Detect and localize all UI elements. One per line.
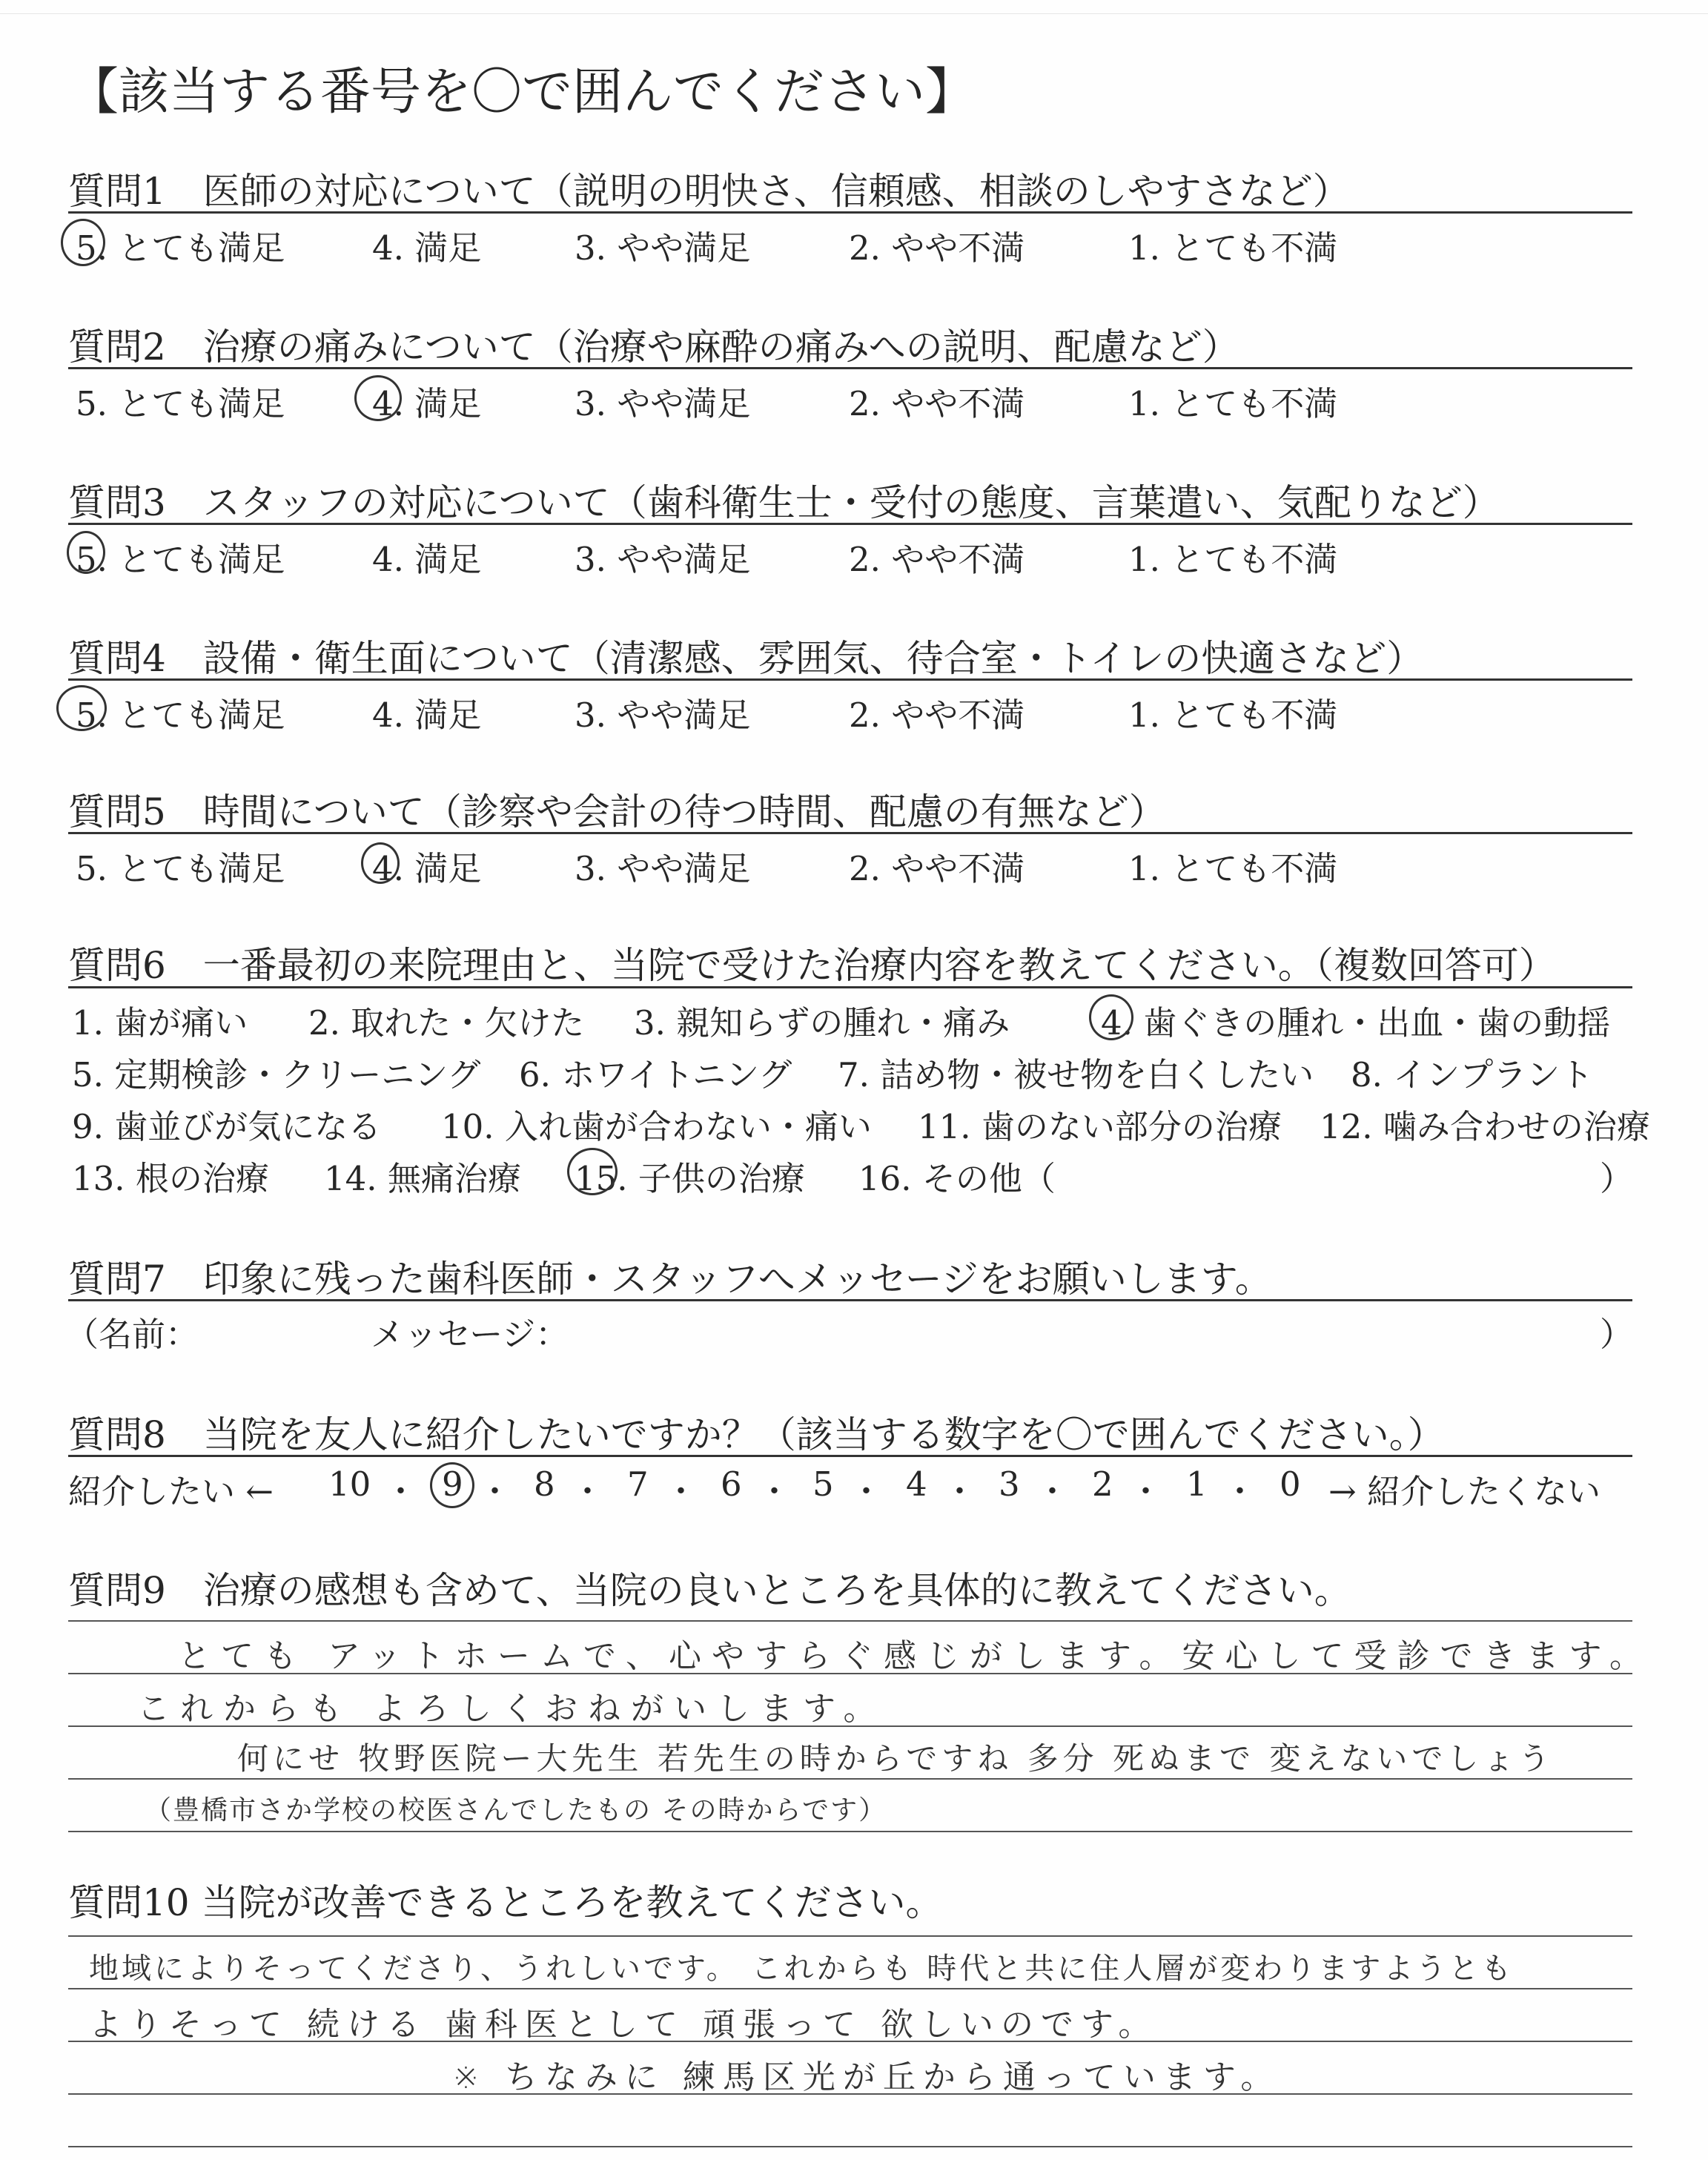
divider	[68, 211, 1632, 214]
selection-circle	[361, 842, 400, 884]
selection-circle	[354, 375, 402, 421]
answer-line	[68, 1620, 1632, 1622]
selection-circle	[56, 685, 107, 731]
question-1-label: 質問1 医師の対応について（説明の明快さ、信頼感、相談のしやすさなど）	[68, 170, 1350, 213]
q6-option-1[interactable]: 1. 歯が痛い	[72, 1003, 248, 1043]
page-edge	[0, 13, 1708, 14]
q6-option-13[interactable]: 13. 根の治療	[72, 1159, 269, 1198]
q2-option-2[interactable]: 2. やや不満	[849, 384, 1025, 423]
q1-option-1[interactable]: 1. とても不満	[1128, 228, 1338, 268]
q8-scale-9[interactable]: 9	[442, 1464, 463, 1504]
question-9-label: 質問9 治療の感想も含めて、当院の良いところを具体的に教えてください。	[68, 1569, 1351, 1612]
q7-name-label: （名前：	[65, 1315, 199, 1354]
question-3-label: 質問3 スタッフの対応について（歯科衛生士・受付の態度、言葉遣い、気配りなど）	[68, 481, 1500, 524]
q2-option-4[interactable]: 4. 満足	[372, 384, 482, 423]
selection-circle	[430, 1462, 474, 1508]
selection-circle	[1089, 994, 1133, 1040]
question-4-label: 質問4 設備・衛生面について（清潔感、雰囲気、待合室・トイレの快適さなど）	[68, 637, 1424, 680]
q8-separator: ・	[1223, 1472, 1257, 1511]
question-8-label: 質問8 当院を友人に紹介したいですか？（該当する数字を〇で囲んでください。）	[68, 1413, 1445, 1456]
page-title: 【該当する番号を〇で囲んでください】	[68, 63, 976, 122]
q9-answer-line-2: これからも よろしくおねがいします。	[137, 1690, 887, 1728]
q5-option-5[interactable]: 5. とても満足	[76, 849, 285, 888]
divider	[68, 1455, 1632, 1457]
q5-option-2[interactable]: 2. やや不満	[849, 849, 1025, 888]
question-2-label: 質問2 治療の痛みについて（治療や麻酔の痛みへの説明、配慮など）	[68, 326, 1239, 369]
q5-option-3[interactable]: 3. やや満足	[575, 849, 751, 888]
q8-scale-5[interactable]: 5	[812, 1464, 834, 1504]
q5-option-1[interactable]: 1. とても不満	[1128, 849, 1338, 888]
q6-option-3[interactable]: 3. 親知らずの腫れ・痛み	[634, 1003, 1010, 1043]
q4-option-4[interactable]: 4. 満足	[372, 696, 482, 735]
q1-option-5[interactable]: 5. とても満足	[76, 228, 285, 268]
q8-separator: ・	[850, 1472, 884, 1511]
q7-message-label: メッセージ：	[371, 1315, 569, 1354]
q6-option-12[interactable]: 12. 噛み合わせの治療	[1320, 1107, 1650, 1146]
q10-answer-line-2: よりそって 続ける 歯科医として 頑張って 欲しいのです。	[89, 2006, 1159, 2044]
divider	[68, 367, 1632, 369]
divider	[68, 678, 1632, 681]
answer-line	[68, 2146, 1632, 2147]
q3-option-1[interactable]: 1. とても不満	[1128, 540, 1338, 579]
q8-scale-2[interactable]: 2	[1092, 1464, 1113, 1504]
q6-option-11[interactable]: 11. 歯のない部分の治療	[918, 1107, 1282, 1146]
q8-scale-8[interactable]: 8	[534, 1464, 555, 1504]
selection-circle	[567, 1148, 618, 1195]
q6-option-9[interactable]: 9. 歯並びが気になる	[72, 1107, 382, 1146]
q8-separator: ・	[478, 1472, 512, 1511]
q8-scale-1[interactable]: 1	[1186, 1464, 1208, 1504]
q2-option-1[interactable]: 1. とても不満	[1128, 384, 1338, 423]
q8-separator: ・	[1036, 1472, 1070, 1511]
q1-option-2[interactable]: 2. やや不満	[849, 228, 1025, 268]
q3-option-2[interactable]: 2. やや不満	[849, 540, 1025, 579]
q4-option-5[interactable]: 5. とても満足	[76, 696, 285, 735]
divider	[68, 523, 1632, 525]
q4-option-2[interactable]: 2. やや不満	[849, 696, 1025, 735]
q9-answer-line-3: 何にせ 牧野医院ー大先生 若先生の時からですね 多分 死ぬまで 変えないでしょう	[237, 1740, 1555, 1777]
q6-close-paren: ）	[1600, 1159, 1634, 1198]
q8-separator: ・	[384, 1472, 418, 1511]
q6-option-14[interactable]: 14. 無痛治療	[324, 1159, 521, 1198]
answer-line	[68, 1988, 1632, 1989]
q8-left-label: 紹介したい ←	[68, 1472, 274, 1511]
q6-option-2[interactable]: 2. 取れた・欠けた	[308, 1003, 585, 1043]
q4-option-1[interactable]: 1. とても不満	[1128, 696, 1338, 735]
q8-scale-3[interactable]: 3	[999, 1464, 1020, 1504]
question-6-label: 質問6 一番最初の来院理由と、当院で受けた治療内容を教えてください。（複数回答可）	[68, 944, 1556, 987]
q6-option-16[interactable]: 16. その他（	[858, 1159, 1056, 1198]
divider	[68, 986, 1632, 988]
q5-option-4[interactable]: 4. 満足	[372, 849, 482, 888]
q10-answer-line-3: ※ ちなみに 練馬区光が丘から通っています。	[452, 2058, 1281, 2096]
answer-line	[68, 1831, 1632, 1832]
q6-option-4[interactable]: 4. 歯ぐきの腫れ・出血・歯の動揺	[1101, 1003, 1611, 1043]
q6-option-10[interactable]: 10. 入れ歯が合わない・痛い	[441, 1107, 872, 1146]
selection-circle	[61, 219, 105, 266]
q3-option-3[interactable]: 3. やや満足	[575, 540, 751, 579]
q1-option-4[interactable]: 4. 満足	[372, 228, 482, 268]
q10-answer-line-1: 地域によりそってくださり、うれしいです。 これからも 時代と共に住人層が変わりますようとも	[89, 1952, 1515, 1986]
q7-close-paren: ）	[1600, 1315, 1634, 1354]
q8-scale-7[interactable]: 7	[627, 1464, 649, 1504]
question-5-label: 質問5 時間について（診察や会計の待つ時間、配慮の有無など）	[68, 790, 1166, 833]
q8-separator: ・	[943, 1472, 977, 1511]
q8-scale-6[interactable]: 6	[721, 1464, 742, 1504]
q2-option-3[interactable]: 3. やや満足	[575, 384, 751, 423]
answer-line	[68, 1935, 1632, 1937]
q6-option-15[interactable]: 15. 子供の治療	[575, 1159, 805, 1198]
q4-option-3[interactable]: 3. やや満足	[575, 696, 751, 735]
q9-answer-line-1: とても アットホームで、心やすらぐ感じがします。安心して受診できます。	[178, 1637, 1652, 1675]
q6-option-6[interactable]: 6. ホワイトニング	[519, 1055, 792, 1094]
q6-option-7[interactable]: 7. 詰め物・被せ物を白くしたい	[838, 1055, 1314, 1094]
question-10-label: 質問10 当院が改善できるところを教えてください。	[68, 1881, 943, 1924]
q8-right-label: → 紹介したくない	[1328, 1472, 1601, 1511]
q8-scale-10[interactable]: 10	[328, 1464, 371, 1504]
q8-scale-0[interactable]: 0	[1280, 1464, 1301, 1504]
q6-option-8[interactable]: 8. インプラント	[1351, 1055, 1594, 1094]
q3-option-4[interactable]: 4. 満足	[372, 540, 482, 579]
q1-option-3[interactable]: 3. やや満足	[575, 228, 751, 268]
question-7-label: 質問7 印象に残った歯科医師・スタッフへメッセージをお願いします。	[68, 1258, 1272, 1301]
q8-separator: ・	[758, 1472, 792, 1511]
q8-separator: ・	[1129, 1472, 1163, 1511]
q9-answer-line-4: （豊橋市さか学校の校医さんでしたもの その時からです）	[145, 1795, 887, 1826]
q2-option-5[interactable]: 5. とても満足	[76, 384, 285, 423]
q8-separator: ・	[664, 1472, 698, 1511]
q8-separator: ・	[571, 1472, 605, 1511]
divider	[68, 832, 1632, 834]
divider	[68, 1299, 1632, 1301]
q8-scale-4[interactable]: 4	[906, 1464, 927, 1504]
q3-option-5[interactable]: 5. とても満足	[76, 540, 285, 579]
selection-circle	[67, 531, 105, 574]
q6-option-5[interactable]: 5. 定期検診・クリーニング	[72, 1055, 481, 1094]
